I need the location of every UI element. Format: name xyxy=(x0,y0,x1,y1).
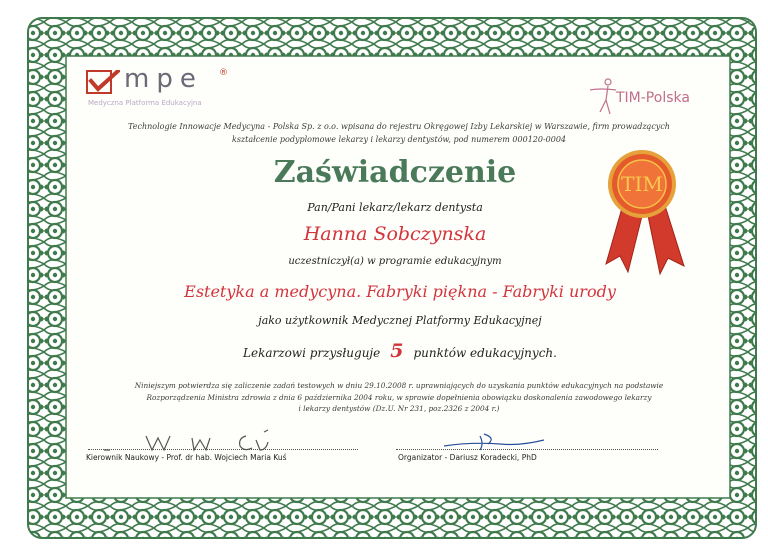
salutation: Pan/Pani lekarz/lekarz dentysta xyxy=(307,201,483,214)
organizer-caption: Organizator - Dariusz Koradecki, PhD xyxy=(398,453,537,462)
registered-mark: ® xyxy=(219,68,228,78)
participation-text: uczestniczył(a) w programie edukacyjnym xyxy=(288,256,502,267)
tim-ribbon-seal xyxy=(588,146,698,286)
platform-user-text: jako użytkownik Medycznej Platformy Edukacyjnej xyxy=(258,314,542,327)
tim-figure-icon xyxy=(586,76,618,116)
recipient-name: Hanna Sobczynska xyxy=(303,223,487,245)
scientific-director-caption: Kierownik Naukowy - Prof. dr hab. Wojciech Maria Kuś xyxy=(86,453,287,462)
right-signature-line xyxy=(396,449,658,450)
checkmark-icon xyxy=(86,70,120,94)
points-value: 5 xyxy=(390,340,404,362)
left-signature-line xyxy=(88,449,358,450)
points-after: punktów edukacyjnych. xyxy=(413,346,557,360)
left-signature xyxy=(96,428,276,454)
legal-line-3: i lekarzy dentystów (Dz.U. Nr 231, poz.2326 z 2004 r.) xyxy=(298,404,500,413)
points-statement xyxy=(170,340,630,362)
points-before: Lekarzowi przysługuje xyxy=(243,346,381,360)
tim-polska-logo xyxy=(586,76,716,116)
legal-statement xyxy=(86,380,712,415)
issuer-statement xyxy=(86,120,712,146)
mpe-logo xyxy=(86,64,236,112)
mpe-wordmark: mpe xyxy=(124,64,203,94)
legal-line-1: Niniejszym potwierdza się zaliczenie zadań testowych w dniu 29.10.2008 r. uprawniających do uzyskania punktów edukacyjnych na podstawie xyxy=(134,381,664,390)
tim-wordmark: TIM-Polska xyxy=(616,90,690,106)
mpe-subtitle: Medyczna Platforma Edukacyjna xyxy=(88,99,202,107)
issuer-line-1: Technologie Innowacje Medycyna - Polska Sp. z o.o. wpisana do rejestru Okręgowej Izby Lekarskiej w Warszawie, firm prowadzących xyxy=(128,122,670,131)
issuer-line-2: kształcenie podyplomowe lekarzy i lekarzy dentystów, pod numerem 000120-0004 xyxy=(231,135,567,144)
certificate-title: Zaświadczenie xyxy=(273,155,517,190)
program-name: Estetyka a medycyna. Fabryki piękna - Fabryki urody xyxy=(184,282,616,301)
legal-line-2: Rozporządzenia Ministra zdrowia z dnia 6 października 2004 roku, w sprawie dopełnienia obowiązku doskonalenia zawodowego lekarzy xyxy=(146,392,652,402)
seal-text: TIM xyxy=(621,172,663,196)
